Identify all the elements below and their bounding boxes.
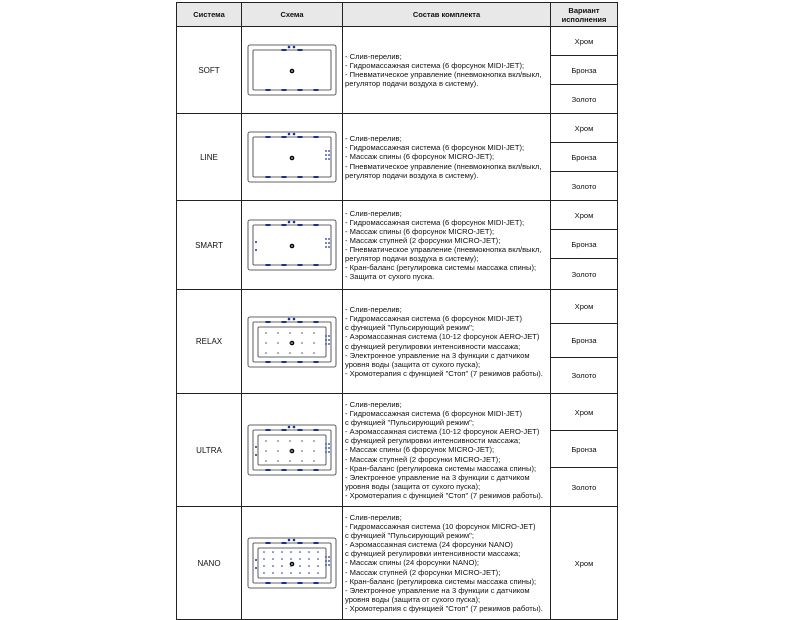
aero-jet-icon [313,352,315,354]
aero-jet-icon [301,440,303,442]
nano-jet-icon [263,558,265,560]
hydro-jet-icon [266,469,271,471]
back-jet-icon [325,339,327,341]
hydro-jet-icon [298,429,303,431]
aero-jet-icon [313,440,315,442]
composition-line: - Хромотерапия с функцией "Стоп" (7 режимов работы). [345,603,543,613]
hydro-jet-icon [314,429,319,431]
nano-jet-icon [308,558,310,560]
control-button-icon [288,317,291,320]
header-scheme: Схема [242,3,343,27]
nano-jet-icon [299,551,301,553]
composition-line: - Гидромассажная система (6 форсунок MIDI-JET); [345,60,525,70]
composition-line: - Слив-перелив; [345,134,402,144]
hydro-jet-icon [314,469,319,471]
back-jet-icon [325,335,327,337]
aero-jet-icon [277,342,279,344]
composition-line: - Массаж спины (6 форсунок MICRO-JET); [345,152,495,162]
hydro-jet-icon [266,176,271,178]
hydro-jet-icon [282,89,287,91]
composition-line: - Слив-перелив; [345,305,402,315]
composition-line: - Слив-перелив; [345,208,402,218]
bath-scheme-ultra-icon [244,422,340,478]
control-button-icon [293,539,296,542]
composition-cell [343,394,551,507]
hydro-jet-icon [314,361,319,363]
composition-line: - Аэромассажная система (24 форсунки NANO) [345,540,513,550]
nano-jet-icon [263,572,265,574]
nano-jet-icon [308,565,310,567]
hydro-jet-icon [298,321,303,323]
back-jet-icon [325,238,327,240]
aero-jet-icon [277,460,279,462]
system-name: SMART [177,201,242,290]
scheme-cell [242,114,343,201]
aero-jet-icon [301,332,303,334]
aero-jet-icon [301,460,303,462]
nano-jet-icon [299,558,301,560]
composition-line: - Гидромассажная система (10 форсунок MICRO-JET) [345,522,536,532]
header-system: Система [177,3,242,27]
hydro-jet-icon [266,361,271,363]
hydro-jet-icon [282,469,287,471]
hydro-jet-icon [314,136,319,138]
composition-line: - Электронное управление на 3 функции с датчиком [345,585,530,595]
header-variant [551,3,618,27]
variant-cell: Бронза [551,324,618,358]
nano-jet-icon [290,565,292,567]
control-button-icon [288,221,291,224]
composition-line: - Пневматическое управление (пневмокнопка вкл/выкл, [345,161,542,171]
header-composition: Состав комплекта [343,3,551,27]
composition-line: - Хромотерапия с функцией "Стоп" (7 режимов работы). [345,490,543,500]
aero-jet-icon [289,460,291,462]
drain-center [291,342,293,344]
control-button-icon [288,46,291,49]
table-row [177,27,618,56]
foot-jet-icon [255,241,257,243]
composition-line: - Электронное управление на 3 функции с датчиком [345,350,530,360]
composition-line: - Гидромассажная система (6 форсунок MIDI-JET); [345,217,525,227]
system-name: LINE [177,114,242,201]
table-row [177,114,618,143]
variant-cell: Бронза [551,230,618,259]
variant-cell: Золото [551,85,618,114]
aero-jet-icon [265,450,267,452]
nano-jet-icon [272,551,274,553]
variant-cell: Хром [551,507,618,620]
composition-line: - Гидромассажная система (6 форсунок MIDI-JET); [345,143,525,153]
drain-center [291,450,293,452]
composition-line: - Гидромассажная система (6 форсунок MIDI-JET) [345,314,523,324]
hydro-jet-icon [298,469,303,471]
aero-jet-icon [277,440,279,442]
aero-jet-icon [301,352,303,354]
hydro-jet-icon [266,89,271,91]
composition-line: - Хромотерапия с функцией "Стоп" (7 режимов работы). [345,368,543,378]
variant-cell: Золото [551,468,618,507]
nano-jet-icon [308,572,310,574]
hydro-jet-icon [298,542,303,544]
back-jet-icon [328,158,330,160]
nano-jet-icon [299,565,301,567]
control-button-icon [293,221,296,224]
nano-jet-icon [317,572,319,574]
table-row [177,507,618,620]
back-jet-icon [328,560,330,562]
back-jet-icon [325,154,327,156]
aero-jet-icon [289,440,291,442]
aero-jet-icon [265,460,267,462]
composition-line: с функцией регулировки интенсивности массажа; [345,436,521,446]
back-jet-icon [325,343,327,345]
back-jet-icon [328,335,330,337]
composition-line: регулятор подачи воздуха в систему). [345,79,479,89]
nano-jet-icon [272,572,274,574]
composition-line: - Пневматическое управление (пневмокнопка вкл/выкл, [345,70,542,79]
hydro-jet-icon [266,136,271,138]
aero-jet-icon [313,460,315,462]
hydro-jet-icon [282,264,287,266]
foot-jet-icon [255,454,257,456]
system-name: NANO [177,507,242,620]
control-button-icon [293,317,296,320]
composition-line: - Слив-перелив; [345,399,402,409]
aero-jet-icon [313,332,315,334]
composition-cell [343,201,551,290]
composition-line: с функцией "Пульсирующий режим"; [345,418,474,428]
composition-line: - Аэромассажная система (10-12 форсунок AERO-JET) [345,332,540,342]
back-jet-icon [328,564,330,566]
control-button-icon [293,46,296,49]
composition-line: - Кран-баланс (регулировка системы массажа спины); [345,576,537,586]
aero-jet-icon [265,342,267,344]
nano-jet-icon [281,558,283,560]
hydro-jet-icon [282,136,287,138]
hydro-jet-icon [282,49,287,51]
back-jet-icon [328,242,330,244]
composition-line: - Массаж ступней (2 форсунки MICRO-JET); [345,235,501,245]
variant-cell: Золото [551,172,618,201]
back-jet-icon [325,556,327,558]
back-jet-icon [325,451,327,453]
nano-jet-icon [272,565,274,567]
hydro-jet-icon [266,429,271,431]
hydro-jet-icon [282,542,287,544]
nano-jet-icon [281,551,283,553]
back-jet-icon [325,564,327,566]
foot-jet-icon [255,567,257,569]
aero-jet-icon [265,352,267,354]
variant-cell: Золото [551,259,618,290]
nano-jet-icon [317,565,319,567]
hydro-jet-icon [314,176,319,178]
nano-jet-icon [263,565,265,567]
variant-cell: Бронза [551,143,618,172]
aero-jet-icon [289,450,291,452]
variant-cell: Хром [551,114,618,143]
scheme-cell [242,394,343,507]
bath-scheme-smart-icon [244,217,340,273]
aero-jet-icon [289,342,291,344]
back-jet-icon [328,246,330,248]
aero-jet-icon [289,352,291,354]
composition-line: с функцией "Пульсирующий режим"; [345,323,474,333]
control-button-icon [293,426,296,429]
bath-scheme-relax-icon [244,314,340,370]
composition-line: уровня воды (защита от сухого пуска); [345,481,481,491]
hydro-jet-icon [266,321,271,323]
back-jet-icon [328,343,330,345]
composition-line: - Аэромассажная система (10-12 форсунок AERO-JET) [345,427,540,437]
control-button-icon [288,539,291,542]
foot-jet-icon [255,446,257,448]
variant-cell: Бронза [551,431,618,468]
composition-line: с функцией регулировки интенсивности массажа; [345,341,521,351]
hydro-jet-icon [298,89,303,91]
composition-line: с функцией регулировки интенсивности массажа; [345,549,521,559]
bath-scheme-line-icon [244,129,340,185]
aero-jet-icon [277,332,279,334]
foot-jet-icon [255,249,257,251]
nano-jet-icon [290,558,292,560]
aero-jet-icon [277,450,279,452]
aero-jet-icon [301,342,303,344]
aero-jet-icon [277,352,279,354]
hydro-jet-icon [298,361,303,363]
drain-center [291,157,293,159]
hydro-jet-icon [282,429,287,431]
scheme-cell [242,290,343,394]
back-jet-icon [328,154,330,156]
control-button-icon [288,133,291,136]
back-jet-icon [328,447,330,449]
composition-line: - Электронное управление на 3 функции с датчиком [345,472,530,482]
scheme-cell [242,507,343,620]
drain-center [291,563,293,565]
header-row [177,3,618,27]
back-jet-icon [328,556,330,558]
hydro-jet-icon [266,582,271,584]
hydro-jet-icon [266,224,271,226]
table-body [177,27,618,620]
scheme-cell [242,27,343,114]
hydro-jet-icon [266,264,271,266]
composition-line: регулятор подачи воздуха в систему). [345,170,479,180]
system-name: SOFT [177,27,242,114]
back-jet-icon [325,447,327,449]
hydro-jet-icon [282,224,287,226]
table-row [177,394,618,431]
bath-scheme-soft-icon [244,42,340,98]
table-row [177,201,618,230]
composition-line: с функцией "Пульсирующий режим"; [345,531,474,541]
composition-line: - Слив-перелив; [345,512,402,522]
composition-line: - Пневматическое управление (пневмокнопка вкл/выкл, [345,245,542,254]
variant-cell: Бронза [551,56,618,85]
composition-line: - Массаж спины (6 форсунок MICRO-JET); [345,226,495,236]
aero-jet-icon [313,342,315,344]
composition-line: уровня воды (защита от сухого пуска); [345,594,481,604]
back-jet-icon [328,339,330,341]
composition-line: - Массаж ступней (2 форсунки MICRO-JET); [345,567,501,577]
hydro-jet-icon [314,89,319,91]
back-jet-icon [328,451,330,453]
control-button-icon [288,426,291,429]
drain-center [291,245,293,247]
nano-jet-icon [308,551,310,553]
aero-jet-icon [313,450,315,452]
hydro-jet-icon [282,176,287,178]
aero-jet-icon [289,332,291,334]
hydro-jet-icon [282,361,287,363]
hydro-jet-icon [298,176,303,178]
nano-jet-icon [281,565,283,567]
hydro-jet-icon [314,321,319,323]
composition-cell [343,27,551,114]
back-jet-icon [325,158,327,160]
back-jet-icon [328,443,330,445]
composition-line: - Массаж ступней (2 форсунки MICRO-JET); [345,454,501,464]
hydro-jet-icon [298,49,303,51]
back-jet-icon [325,242,327,244]
hydro-jet-icon [314,224,319,226]
back-jet-icon [325,443,327,445]
hydro-jet-icon [282,582,287,584]
composition-line: - Защита от сухого пуска. [345,272,435,282]
aero-jet-icon [265,332,267,334]
composition-line: - Гидромассажная система (6 форсунок MIDI-JET) [345,409,523,419]
hydro-jet-icon [266,542,271,544]
header-variant-line2: исполнения [561,14,607,24]
table-row [177,290,618,324]
composition-line: - Кран-баланс (регулировка системы массажа спины); [345,263,537,273]
system-name: ULTRA [177,394,242,507]
composition-line: - Массаж спины (24 форсунки NANO); [345,558,480,568]
hydro-jet-icon [314,264,319,266]
drain-center [291,70,293,72]
nano-jet-icon [281,572,283,574]
nano-jet-icon [272,558,274,560]
composition-cell [343,114,551,201]
nano-jet-icon [263,551,265,553]
composition-cell [343,507,551,620]
composition-line: регулятор подачи воздуха в систему); [345,254,479,264]
variant-cell: Хром [551,290,618,324]
nano-jet-icon [290,572,292,574]
system-name: RELAX [177,290,242,394]
variant-cell: Хром [551,394,618,431]
composition-line: - Кран-баланс (регулировка системы массажа спины); [345,463,537,473]
foot-jet-icon [255,559,257,561]
hydro-jet-icon [298,582,303,584]
control-button-icon [293,133,296,136]
nano-jet-icon [299,572,301,574]
hydro-jet-icon [314,542,319,544]
back-jet-icon [325,150,327,152]
composition-line: - Слив-перелив; [345,51,402,61]
nano-jet-icon [317,551,319,553]
scheme-cell [242,201,343,290]
variant-cell: Золото [551,358,618,394]
variant-cell: Хром [551,201,618,230]
hydro-jet-icon [298,224,303,226]
nano-jet-icon [290,551,292,553]
aero-jet-icon [265,440,267,442]
composition-line: - Массаж спины (6 форсунок MICRO-JET); [345,445,495,455]
back-jet-icon [328,238,330,240]
hydro-jet-icon [314,582,319,584]
hydro-jet-icon [282,321,287,323]
hydro-jet-icon [298,264,303,266]
spec-table [176,2,618,620]
hydro-jet-icon [298,136,303,138]
header-variant-line1: Вариант [568,5,600,15]
bath-scheme-nano-icon [244,535,340,591]
back-jet-icon [325,560,327,562]
back-jet-icon [325,246,327,248]
composition-cell [343,290,551,394]
back-jet-icon [328,150,330,152]
nano-jet-icon [317,558,319,560]
composition-line: уровня воды (защита от сухого пуска); [345,359,481,369]
aero-jet-icon [301,450,303,452]
variant-cell: Хром [551,27,618,56]
